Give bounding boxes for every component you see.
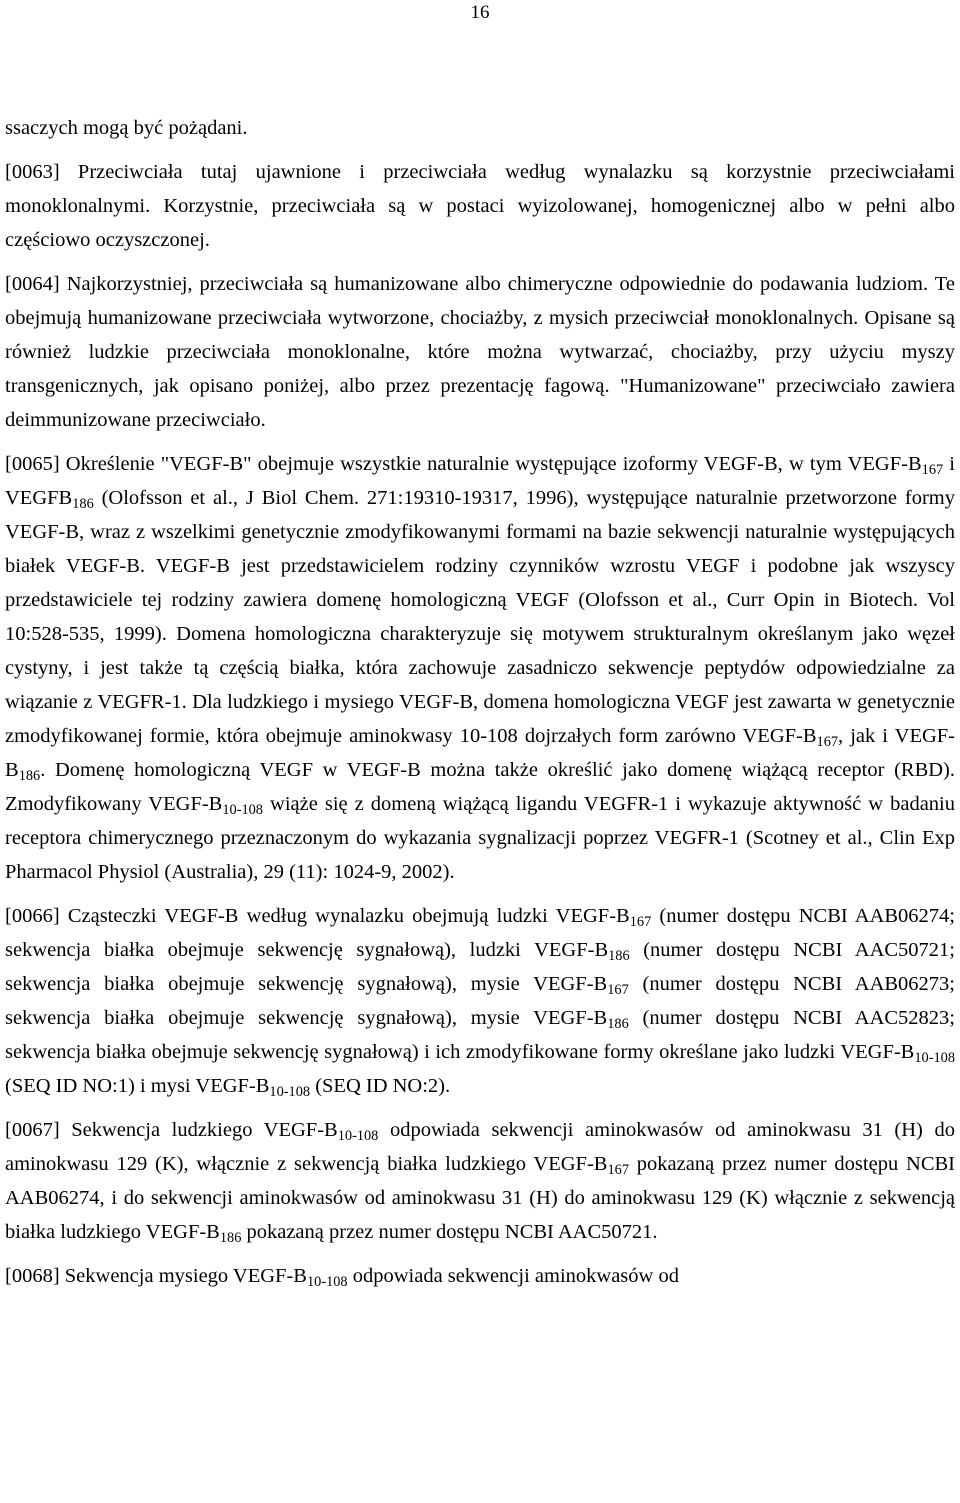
subscript-text: 167	[607, 1162, 629, 1179]
text-segment: Sekwencja ludzkiego VEGF-B	[59, 1119, 338, 1141]
text-segment: (Olofsson et al., J Biol Chem. 271:19310-19317, 1996), występujące naturalnie przetworzone formy VEGF-B, wraz z wszelkimi genetycznie zmodyfikowanymi formami na bazie sekwencji naturalnie występujących białek VEGF-B. VEGF-B jest przedstawicielem rodziny czynników wzrostu VEGF i podobne jak wszyscy przedstawiciele tej rodziny zawiera domenę homologiczną VEGF (Olofsson et al., Curr Opin in Biotech. Vol 10:528-535, 1999). Domena homologiczna charakteryzuje się motywem strukturalnym określanym jako węzeł cystyny, i jest także tą częścią białka, która zachowuje zasadniczo sekwencje peptydów odpowiedzialne za wiązanie z VEGFR-1. Dla ludzkiego i mysiego VEGF-B, domena homologiczna VEGF jest zawarta w genetycznie zmodyfikowanej formie, która obejmuje aminokwasy 10-108 dojrzałych form zarówno VEGF-B	[5, 487, 955, 747]
document-body	[5, 111, 955, 1293]
text-segment: odpowiada sekwencji aminokwasów od aminokwasu 31 (H) do aminokwasu 129 (K), włącznie z sekwencją białka ludzkiego VEGF-B	[5, 1119, 955, 1175]
subscript-text: 186	[608, 948, 630, 965]
subscript-text: 186	[219, 1230, 242, 1247]
text-segment: odpowiada sekwencji aminokwasów od	[347, 1265, 679, 1287]
paragraph	[5, 1259, 955, 1293]
paragraph-number: [0066]	[5, 905, 60, 927]
text-segment: i VEGFB	[5, 453, 956, 509]
text-segment: , jak i VEGF-B	[5, 725, 955, 781]
subscript-text: 167	[607, 982, 629, 999]
subscript-text: 167	[629, 914, 652, 931]
text-segment: (numer dostępu NCBI AAB06273; sekwencja białka obejmuje sekwencję sygnałową), mysie VEGF-B	[5, 973, 955, 1029]
page-number: 16	[470, 2, 490, 23]
paragraph-number: [0067]	[5, 1119, 60, 1141]
subscript-text: 186	[607, 1016, 629, 1033]
text-segment: wiąże się z domeną wiążącą ligandu VEGFR-1 i wykazuje aktywność w badaniu receptora chimerycznego przeznaczonym do wykazania sygnalizacji poprzez VEGFR-1 (Scotney et al., Clin Exp Pharmacol Physiol (Australia), 29 (11): 1024-9, 2002).	[5, 793, 955, 883]
paragraph	[5, 447, 955, 889]
text-segment: Sekwencja mysiego VEGF-B	[59, 1265, 307, 1287]
paragraph	[5, 899, 955, 1103]
text-segment: Najkorzystniej, przeciwciała są humanizowane albo chimeryczne odpowiednie do podawania ludziom. Te obejmują humanizowane przeciwciała wytworzone, chociażby, z mysich przeciwciał monoklonalnych. Opisane są również ludzkie przeciwciała monoklonalne, które można wytwarzać, chociażby, przy użyciu myszy transgenicznych, jak opisano poniżej, albo przez prezentację fagową. "Humanizowane" przeciwciało zawiera deimmunizowane przeciwciało.	[5, 273, 955, 431]
paragraph-number: [0064]	[5, 273, 60, 295]
paragraph	[5, 111, 955, 145]
subscript-text: 10-108	[337, 1128, 379, 1145]
subscript-text: 186	[72, 496, 94, 513]
text-segment: . Domenę homologiczną VEGF w VEGF-B można także określić jako domenę wiążącą receptor (RBD). Zmodyfikowany VEGF-B	[5, 759, 955, 815]
paragraph	[5, 267, 955, 437]
subscript-text: 10-108	[222, 802, 263, 819]
text-segment: Cząsteczki VEGF-B według wynalazku obejmują ludzki VEGF-B	[59, 905, 630, 927]
text-segment: (numer dostępu NCBI AAB06274; sekwencja białka obejmuje sekwencję sygnałową), ludzki VEGF-B	[5, 905, 956, 961]
text-segment: (numer dostępu NCBI AAC52823; sekwencja białka obejmuje sekwencję sygnałową) i ich zmodyfikowane formy określane jako ludzki VEGF-B	[5, 1007, 955, 1063]
text-segment: ssaczych mogą być pożądani.	[5, 117, 248, 139]
paragraph-number: [0065]	[5, 453, 60, 475]
subscript-text: 167	[921, 462, 944, 479]
text-segment: pokazaną przez numer dostępu NCBI AAB06274, i do sekwencji aminokwasów od aminokwasu 31 (H) do aminokwasu 129 (K) włącznie z sekwencją białka ludzkiego VEGF-B	[5, 1153, 956, 1243]
paragraph	[5, 155, 955, 257]
paragraph-number: [0063]	[5, 161, 60, 183]
text-segment: pokazaną przez numer dostępu NCBI AAC50721.	[241, 1221, 658, 1243]
text-segment: Określenie "VEGF-B" obejmuje wszystkie naturalnie występujące izoformy VEGF-B, w tym VEGF-B	[59, 453, 922, 475]
text-segment: (SEQ ID NO:2).	[310, 1075, 451, 1097]
subscript-text: 186	[18, 768, 41, 785]
paragraph-number: [0068]	[5, 1265, 60, 1287]
subscript-text: 10-108	[269, 1084, 311, 1101]
text-segment: Przeciwciała tutaj ujawnione i przeciwciała według wynalazku są korzystnie przeciwciałami monoklonalnymi. Korzystnie, przeciwciała są w postaci wyizolowanej, homogenicznej albo w pełni albo częściowo oczyszczonej.	[5, 161, 955, 251]
subscript-text: 10-108	[914, 1050, 955, 1067]
text-segment: (numer dostępu NCBI AAC50721; sekwencja białka obejmuje sekwencję sygnałową), mysie VEGF-B	[5, 939, 955, 995]
subscript-text: 10-108	[306, 1274, 348, 1291]
paragraph	[5, 1113, 955, 1249]
text-segment: (SEQ ID NO:1) i mysi VEGF-B	[5, 1075, 270, 1097]
subscript-text: 167	[816, 734, 839, 751]
